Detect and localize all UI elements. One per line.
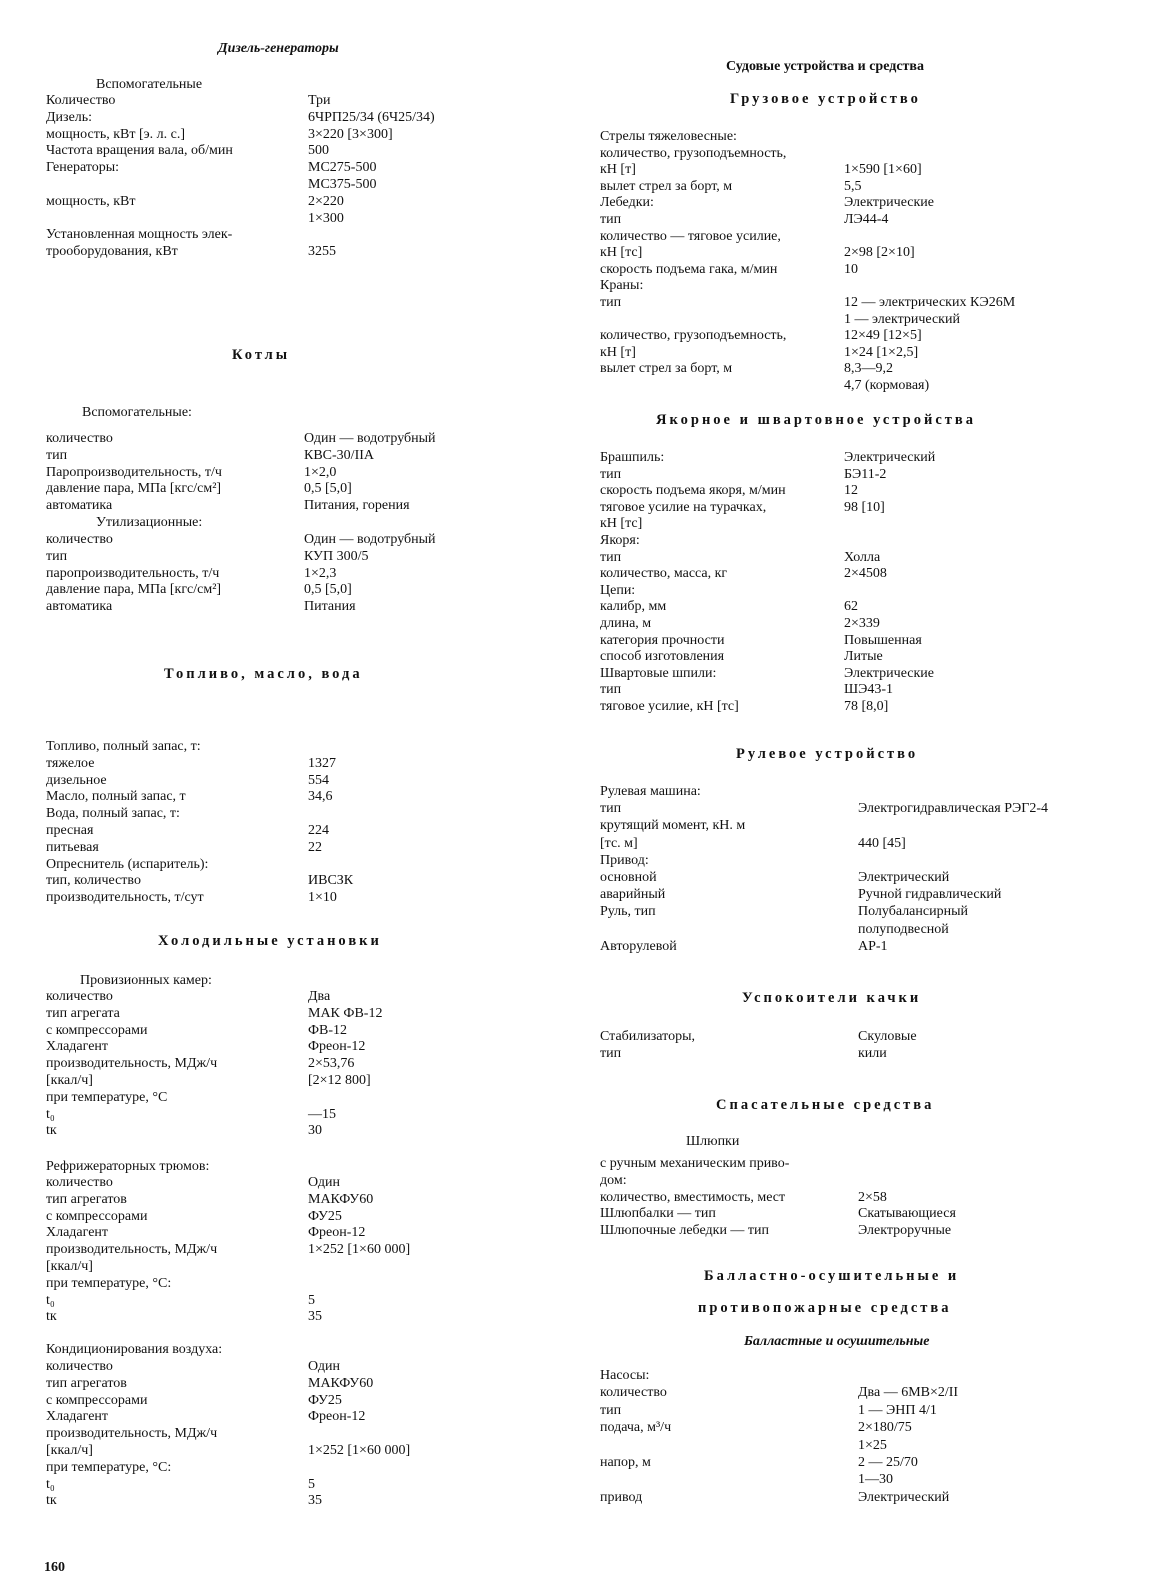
spec-value: 2×53,76 <box>308 1056 355 1072</box>
spec-value: Электрический <box>858 1489 950 1505</box>
spec-key: Руль, тип <box>600 904 656 920</box>
spec-value: ФУ25 <box>308 1392 342 1408</box>
spec-value: 35 <box>308 1309 322 1325</box>
spec-key: тип <box>600 549 622 565</box>
spec-value: 224 <box>308 823 329 838</box>
ballast-subtitle: Балластные и осушительные <box>744 1334 930 1349</box>
spec-key: давление пара, МПа [кгс/см²] <box>46 582 222 598</box>
spec-key: кН [т] <box>600 344 636 360</box>
stabil-title: Успокоители качки <box>742 990 922 1006</box>
spec-key: тип, количество <box>46 873 141 889</box>
spec-key: Стабилизаторы, <box>600 1029 695 1044</box>
spec-key: количество <box>46 989 113 1004</box>
spec-value: 12×49 [12×5] <box>844 328 922 344</box>
spec-key: кН [тс] <box>600 516 643 532</box>
spec-value: Электрический <box>858 870 950 885</box>
spec-key: скорость подъема якоря, м/мин <box>600 483 786 499</box>
spec-value: 2×220 <box>308 193 344 209</box>
spec-key: при температуре, °С <box>46 1089 168 1105</box>
spec-key: Насосы: <box>600 1368 650 1383</box>
spec-key: аварийный <box>600 887 666 903</box>
spec-value: ИВСЗК <box>308 873 354 889</box>
prov-title: Провизионных камер: <box>80 973 212 988</box>
page-number: 160 <box>44 1560 65 1575</box>
spec-key: t₀ <box>46 1106 55 1122</box>
spec-value: 22 <box>308 839 322 855</box>
spec-value: 12 — электрических КЭ26М <box>844 295 1016 310</box>
spec-value: 98 [10] <box>844 499 885 515</box>
spec-key: Вода, полный запас, т: <box>46 806 180 822</box>
spec-key: производительность, МДж/ч <box>46 1242 218 1258</box>
spec-key: t₀ <box>46 1292 55 1308</box>
spec-value: 5 <box>308 1476 315 1492</box>
spec-key: tк <box>46 1309 57 1325</box>
spec-key: тип агрегатов <box>46 1375 127 1391</box>
spec-key: Авторулевой <box>600 938 677 954</box>
spec-value: 1 — ЭНП 4/1 <box>858 1402 937 1418</box>
spec-value: 0,5 [5,0] <box>304 481 352 497</box>
spec-value: 1327 <box>308 755 336 771</box>
spec-key: автоматика <box>46 599 113 615</box>
devices-title: Судовые устройства и средства <box>726 59 924 74</box>
spec-value: 440 [45] <box>858 835 906 851</box>
spec-key: тип агрегата <box>46 1005 120 1021</box>
spec-value: —15 <box>308 1106 336 1122</box>
spec-value: Один — водотрубный <box>304 532 436 547</box>
spec-key: количество, грузоподъемность, <box>600 145 787 161</box>
spec-value: 62 <box>844 599 858 615</box>
cargo-title: Грузовое устройство <box>730 91 921 107</box>
steering-title: Рулевое устройство <box>736 746 919 762</box>
spec-value: ШЭ43-1 <box>844 682 894 698</box>
spec-value: Электрические <box>844 195 934 211</box>
spec-key: количество — тяговое усилие, <box>600 228 781 244</box>
spec-key: Хладагент <box>46 1225 109 1241</box>
diesel-sub: Вспомогательные <box>96 77 203 92</box>
spec-key: с компрессорами <box>46 1392 148 1408</box>
spec-key: tк <box>46 1493 57 1509</box>
spec-value: 1—30 <box>858 1472 893 1488</box>
spec-key: с компрессорами <box>46 1022 148 1038</box>
spec-value: Два — 6МВ×2/II <box>858 1385 959 1401</box>
spec-key: количество, масса, кг <box>600 566 728 582</box>
spec-key: Паропроизводительность, т/ч <box>46 464 222 480</box>
boilers-title: Котлы <box>232 347 291 363</box>
spec-key: Стрелы тяжеловесные: <box>600 129 737 144</box>
spec-key: тяговое усилие, кН [тс] <box>600 699 739 714</box>
spec-value: кили <box>858 1045 887 1061</box>
spec-key: производительность, МДж/ч <box>46 1426 218 1442</box>
spec-key: количество <box>46 431 113 446</box>
spec-key: [тс. м] <box>600 835 638 851</box>
spec-value: Один <box>308 1175 341 1190</box>
spec-value: Электрогидравлическая РЭГ2-4 <box>858 801 1048 817</box>
spec-key: вылет стрел за борт, м <box>600 361 733 377</box>
spec-value: 2×180/75 <box>858 1420 912 1436</box>
spec-key: Топливо, полный запас, т: <box>46 739 201 754</box>
spec-value: 2×4508 <box>844 566 887 582</box>
spec-key: тип <box>600 682 622 698</box>
spec-value: МАКФУ60 <box>308 1375 374 1391</box>
spec-value: ЛЭ44-4 <box>844 212 889 227</box>
spec-value: ФУ25 <box>308 1208 342 1224</box>
spec-key: напор, м <box>600 1455 651 1470</box>
spec-key: Краны: <box>600 278 644 294</box>
spec-value: полуподвесной <box>858 921 949 937</box>
spec-key: Установленная мощность элек- <box>46 227 233 243</box>
spec-key: Брашпиль: <box>600 450 665 465</box>
spec-key: трооборудования, кВт <box>46 244 178 260</box>
rescue-title: Спасательные средства <box>716 1097 935 1113</box>
spec-key: кН [тс] <box>600 245 643 261</box>
spec-key: [ккал/ч] <box>46 1259 93 1274</box>
spec-value: 34,6 <box>308 789 333 805</box>
spec-key: Опреснитель (испаритель): <box>46 856 209 872</box>
spec-value: 554 <box>308 772 329 788</box>
spec-key: Масло, полный запас, т <box>46 789 186 805</box>
spec-key: тип <box>600 466 622 482</box>
spec-key: крутящий момент, кН. м <box>600 818 746 834</box>
spec-key: t₀ <box>46 1476 55 1492</box>
spec-key: дом: <box>600 1172 627 1188</box>
spec-value: Скуловые <box>858 1029 917 1044</box>
spec-key: тяжелое <box>46 755 95 771</box>
spec-key: мощность, кВт [э. л. с.] <box>46 126 185 142</box>
spec-value: КУП 300/5 <box>304 548 369 564</box>
spec-key: при температуре, °С: <box>46 1459 172 1475</box>
spec-value: 1×10 <box>308 890 337 906</box>
spec-value: КВС-30/IIА <box>304 447 374 463</box>
spec-key: Лебедки: <box>600 195 654 211</box>
spec-key: тяговое усилие на турачках, <box>600 499 767 515</box>
spec-value: Питания, горения <box>304 498 410 514</box>
spec-value: МАКФУ60 <box>308 1191 374 1207</box>
rescue-sub: Шлюпки <box>686 1134 740 1149</box>
spec-value: Один <box>308 1359 341 1374</box>
spec-key: Дизель: <box>46 109 93 125</box>
spec-key: количество <box>46 532 113 547</box>
ballast-title2: противопожарные средства <box>698 1300 952 1316</box>
spec-value: Холла <box>844 549 881 565</box>
spec-value: Литые <box>844 649 883 665</box>
spec-key: количество, грузоподъемность, <box>600 328 787 344</box>
spec-key: давление пара, МПа [кгс/см²] <box>46 481 222 497</box>
spec-key: тип <box>600 1045 622 1061</box>
spec-key: с компрессорами <box>46 1208 148 1224</box>
spec-key: количество <box>600 1385 667 1401</box>
spec-key: Якоря: <box>600 533 640 548</box>
spec-key: тип <box>600 212 622 227</box>
spec-key: Хладагент <box>46 1409 109 1425</box>
spec-key: производительность, МДж/ч <box>46 1056 218 1072</box>
spec-value: Фреон-12 <box>308 1409 366 1425</box>
spec-value: Три <box>308 93 331 108</box>
spec-key: питьевая <box>46 839 99 855</box>
spec-value: 5,5 <box>844 178 862 194</box>
spec-value: 1 — электрический <box>844 311 960 327</box>
spec-value: Фреон-12 <box>308 1039 366 1055</box>
spec-key: скорость подъема гака, м/мин <box>600 261 778 277</box>
spec-value: 6ЧРП25/34 (6Ч25/34) <box>308 109 435 125</box>
spec-key: автоматика <box>46 498 113 514</box>
spec-value: ФВ-12 <box>308 1022 348 1038</box>
spec-value: 1×300 <box>308 210 344 226</box>
spec-key: подача, м³/ч <box>600 1420 672 1436</box>
spec-key: Швартовые шпили: <box>600 665 717 681</box>
spec-value: 1×25 <box>858 1437 887 1453</box>
spec-key: тип агрегатов <box>46 1191 127 1207</box>
spec-key: тип <box>600 1402 622 1418</box>
spec-value: [2×12 800] <box>308 1073 371 1088</box>
spec-key: Привод: <box>600 852 649 868</box>
spec-value: АР-1 <box>858 938 888 954</box>
diesel-title: Дизель-генераторы <box>218 41 339 56</box>
boilers-sub1: Вспомогательные: <box>82 405 192 420</box>
boilers-sub2: Утилизационные: <box>96 515 203 530</box>
spec-key: Шлюпбалки — тип <box>600 1206 716 1222</box>
ballast-title1: Балластно-осушительные и <box>704 1268 960 1284</box>
spec-key: вылет стрел за борт, м <box>600 178 733 194</box>
spec-value: Электроручные <box>858 1223 952 1239</box>
spec-value: 35 <box>308 1493 322 1509</box>
spec-value: 8,3—9,2 <box>844 361 893 377</box>
spec-value: 1×2,0 <box>304 464 337 480</box>
spec-key: длина, м <box>600 616 652 631</box>
ac-title: Кондиционирования воздуха: <box>46 1342 223 1357</box>
spec-value: 78 [8,0] <box>844 699 889 714</box>
spec-value: МАК ФВ-12 <box>308 1005 383 1021</box>
fuel-title: Топливо, масло, вода <box>164 666 363 682</box>
spec-key: [ккал/ч] <box>46 1073 93 1088</box>
spec-key: [ккал/ч] <box>46 1443 93 1458</box>
spec-value: Электрические <box>844 665 934 681</box>
spec-value: 1×252 [1×60 000] <box>308 1242 411 1258</box>
anchor-title: Якорное и швартовное устройства <box>656 412 976 428</box>
spec-value: 12 <box>844 483 858 499</box>
spec-key: способ изготовления <box>600 649 725 665</box>
spec-value: 2×58 <box>858 1189 887 1205</box>
spec-key: тип <box>600 295 622 310</box>
spec-key: калибр, мм <box>600 599 667 615</box>
spec-value: Фреон-12 <box>308 1225 366 1241</box>
spec-value: Полубалансирный <box>858 904 968 920</box>
spec-value: 3255 <box>308 244 336 260</box>
spec-value: МС275-500 <box>308 160 377 176</box>
spec-key: Рулевая машина: <box>600 784 701 799</box>
refrig-title: Холодильные установки <box>158 933 382 949</box>
spec-key: дизельное <box>46 772 107 788</box>
spec-value: 1×252 [1×60 000] <box>308 1443 411 1458</box>
spec-key: Частота вращения вала, об/мин <box>46 143 233 159</box>
spec-key: Цепи: <box>600 582 636 598</box>
spec-key: мощность, кВт <box>46 193 136 209</box>
spec-key: Генераторы: <box>46 160 120 176</box>
spec-value: 1×24 [1×2,5] <box>844 344 919 360</box>
spec-value: 1×590 [1×60] <box>844 162 922 178</box>
spec-key: с ручным механическим приво- <box>600 1156 790 1171</box>
spec-key: количество <box>46 1359 113 1374</box>
spec-value: МС375-500 <box>308 177 377 192</box>
spec-key: Количество <box>46 93 116 108</box>
spec-value: 2×98 [2×10] <box>844 245 915 261</box>
spec-value: Повышенная <box>844 632 922 648</box>
spec-value: 4,7 (кормовая) <box>844 378 930 393</box>
spec-key: привод <box>600 1489 643 1505</box>
spec-key: количество, вместимость, мест <box>600 1189 786 1205</box>
spec-value: 500 <box>308 143 329 159</box>
spec-value: 1×2,3 <box>304 565 337 581</box>
spec-key: tк <box>46 1123 57 1139</box>
spec-key: категория прочности <box>600 632 725 648</box>
spec-value: 0,5 [5,0] <box>304 582 352 598</box>
spec-value: 2×339 <box>844 616 880 631</box>
hold-title: Рефрижераторных трюмов: <box>46 1159 210 1174</box>
spec-value: БЭ11-2 <box>844 466 887 482</box>
spec-value: Питания <box>304 599 356 615</box>
spec-value: 10 <box>844 261 858 277</box>
spec-key: паропроизводительность, т/ч <box>46 565 220 581</box>
spec-key: Хладагент <box>46 1039 109 1055</box>
spec-value: 5 <box>308 1292 315 1308</box>
spec-value: 2 — 25/70 <box>858 1455 918 1470</box>
spec-value: 30 <box>308 1123 322 1139</box>
spec-value: Два <box>308 989 331 1004</box>
spec-key: тип <box>46 548 68 564</box>
spec-key: производительность, т/сут <box>46 890 204 906</box>
spec-key: при температуре, °С: <box>46 1275 172 1291</box>
spec-key: тип <box>46 447 68 463</box>
spec-value: Скатывающиеся <box>858 1206 956 1222</box>
spec-key: количество <box>46 1175 113 1190</box>
spec-key: основной <box>600 870 657 885</box>
spec-key: Шлюпочные лебедки — тип <box>600 1223 770 1239</box>
spec-key: пресная <box>46 823 94 838</box>
spec-key: тип <box>600 801 622 817</box>
spec-value: Один — водотрубный <box>304 431 436 446</box>
spec-key: кН [т] <box>600 162 636 178</box>
spec-value: Электрический <box>844 450 936 465</box>
spec-value: Ручной гидравлический <box>858 887 1002 903</box>
spec-value: 3×220 [3×300] <box>308 126 393 142</box>
